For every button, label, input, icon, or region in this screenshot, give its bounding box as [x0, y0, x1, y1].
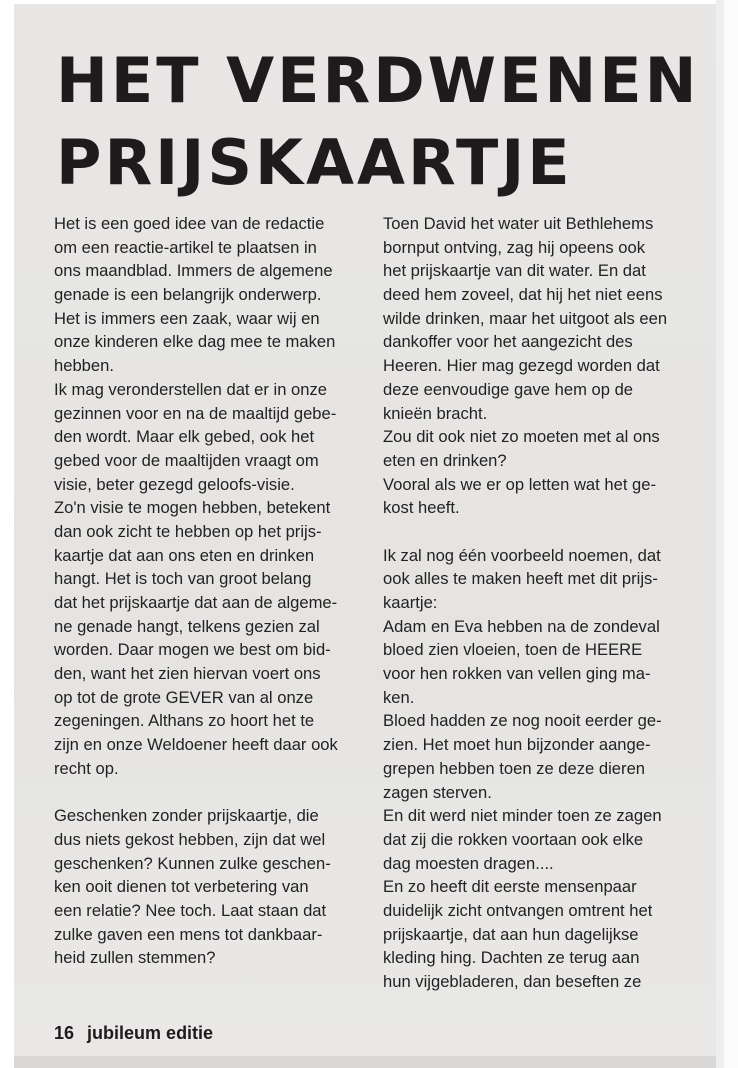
text-line: ne genade hangt, telkens gezien zal	[54, 616, 320, 636]
text-line: dag moesten dragen....	[383, 853, 554, 873]
text-line: zagen sterven.	[383, 782, 492, 802]
text-line: om een reactie-artikel te plaatsen in	[54, 237, 317, 257]
text-line: deze eenvoudige gave hem op de	[383, 379, 634, 399]
text-line: kleding hing. Dachten ze terug aan	[383, 948, 640, 968]
text-line: ken ooit dienen tot verbetering van	[54, 877, 309, 897]
text-line: Adam en Eva hebben na de zondeval	[383, 616, 660, 636]
text-line: eten en drinken?	[383, 450, 507, 470]
text-line: hun vijgebladeren, dan beseften ze	[383, 972, 642, 991]
page-bottom-shadow	[14, 1056, 716, 1068]
text-line: zijn en onze Weldoener heeft daar ook	[54, 735, 338, 755]
text-line: wilde drinken, maar het uitgoot als een	[383, 308, 668, 328]
text-line: worden. Daar mogen we best om bid-	[54, 640, 331, 660]
text-line: gezinnen voor en na de maaltijd gebe-	[54, 403, 337, 423]
article-column-right	[383, 212, 667, 994]
text-line: gebed voor de maaltijden vraagt om	[54, 450, 319, 470]
scan-margin	[724, 0, 738, 1068]
text-line: ons maandblad. Immers de algemene	[54, 261, 333, 281]
text-line: hangt. Het is toch van groot belang	[54, 569, 312, 589]
text-line: prijskaartje, dat aan hun dagelijkse	[383, 924, 639, 944]
text-line: dankoffer voor het aangezicht des	[383, 332, 633, 352]
text-line	[383, 520, 667, 544]
text-line: ken.	[383, 687, 415, 707]
text-line: dan ook zicht te hebben op het prijs-	[54, 521, 322, 541]
text-line: ook alles te maken heeft met dit prijs-	[383, 569, 658, 589]
text-line: den wordt. Maar elk gebed, ook het	[54, 427, 315, 447]
page-number: 16	[54, 1023, 75, 1043]
text-line: genade is een belangrijk onderwerp.	[54, 285, 322, 305]
text-line: geschenken? Kunnen zulke geschen-	[54, 853, 331, 873]
text-line: bornput ontving, zag hij opeens ook	[383, 237, 645, 257]
text-line: dat zij die rokken voortaan ook elke	[383, 829, 644, 849]
text-line: deed hem zoveel, dat hij het niet eens	[383, 285, 663, 305]
text-line: Heeren. Hier mag gezegd worden dat	[383, 356, 660, 376]
text-line: En dit werd niet minder toen ze zagen	[383, 806, 662, 826]
text-line: Het is immers een zaak, waar wij en	[54, 308, 320, 328]
text-line: den, want het zien hiervan voert ons	[54, 664, 321, 684]
page-edge	[716, 0, 724, 1068]
text-line: Het is een goed idee van de redactie	[54, 214, 325, 233]
text-line: kaartje:	[383, 593, 438, 612]
edition-label: jubileum editie	[87, 1023, 214, 1043]
text-line: Ik zal nog één voorbeeld noemen, dat	[383, 545, 661, 565]
text-line	[54, 781, 338, 805]
text-line: zien. Het moet hun bijzonder aange-	[383, 735, 651, 755]
text-line: een relatie? Nee toch. Laat staan dat	[54, 900, 327, 920]
text-line: kost heeft.	[383, 498, 460, 518]
page-footer	[54, 1023, 213, 1044]
text-line: Geschenken zonder prijskaartje, die	[54, 806, 319, 826]
article-title-line-2: PRIJSKAARTJE	[56, 126, 573, 199]
text-line: zegeningen. Althans zo hoort het te	[54, 711, 315, 731]
text-line: visie, beter gezegd geloofs-visie.	[54, 474, 295, 494]
text-line: het prijskaartje van dit water. En dat	[383, 261, 646, 281]
article-title-line-1: HET VERDWENEN	[56, 44, 700, 117]
text-line: op tot de grote GEVER van al onze	[54, 687, 314, 707]
text-line: grepen hebben toen ze deze dieren	[383, 758, 646, 778]
text-line: dat het prijskaartje dat aan de algeme-	[54, 593, 338, 612]
text-line: Toen David het water uit Bethlehems	[383, 214, 654, 233]
text-line: duidelijk zicht ontvangen omtrent het	[383, 900, 653, 920]
text-line: Vooral als we er op letten wat het ge-	[383, 474, 657, 494]
text-line: Zou dit ook niet zo moeten met al ons	[383, 427, 660, 447]
text-line: Ik mag veronderstellen dat er in onze	[54, 379, 328, 399]
text-line: onze kinderen elke dag mee te maken	[54, 332, 336, 352]
article-column-left	[54, 212, 338, 970]
text-line: Zo'n visie te mogen hebben, betekent	[54, 498, 331, 518]
text-line: dus niets gekost hebben, zijn dat wel	[54, 829, 326, 849]
text-line: zulke gaven een mens tot dankbaar-	[54, 924, 323, 944]
text-line: heid zullen stemmen?	[54, 948, 216, 968]
text-line: kaartje dat aan ons eten en drinken	[54, 545, 315, 565]
text-line: hebben.	[54, 356, 114, 376]
text-line: recht op.	[54, 758, 119, 778]
text-line: knieën bracht.	[383, 403, 488, 423]
text-line: voor hen rokken van vellen ging ma-	[383, 664, 651, 684]
text-line: bloed zien vloeien, toen de HEERE	[383, 640, 643, 660]
text-line: Bloed hadden ze nog nooit eerder ge-	[383, 711, 662, 731]
text-line: En zo heeft dit eerste mensenpaar	[383, 877, 637, 897]
